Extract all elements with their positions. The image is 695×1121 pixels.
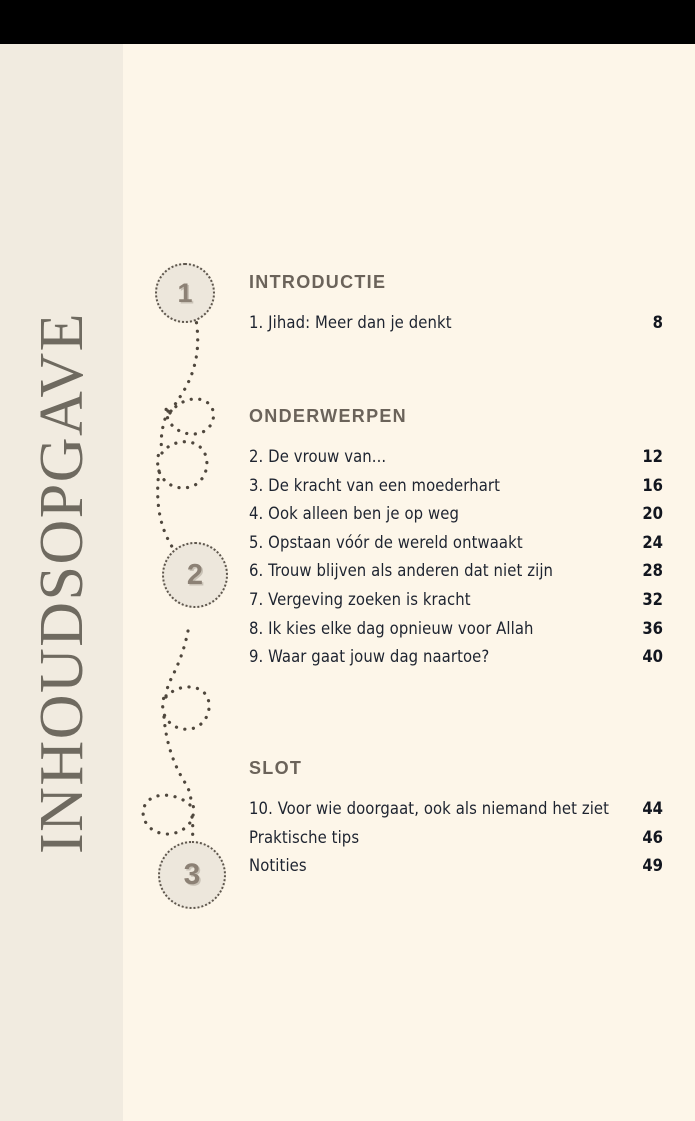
step-badge-1 — [155, 263, 215, 323]
toc-entry-page: 12 — [642, 447, 663, 466]
page-sheet — [0, 44, 695, 1121]
toc-entry-page: 46 — [642, 827, 663, 847]
toc-entry[interactable] — [249, 615, 663, 644]
toc-entry-page: 44 — [642, 799, 663, 818]
top-black-band — [0, 0, 695, 44]
toc-entry[interactable] — [249, 529, 663, 558]
toc-entry-page: 24 — [642, 532, 663, 552]
toc-entry[interactable] — [249, 795, 663, 824]
toc-entry-label: 1. Jihad: Meer dan je denkt — [249, 313, 452, 332]
toc-entry-label: 4. Ook alleen ben je op weg — [249, 504, 459, 524]
toc-entry-label: 9. Waar gaat jouw dag naartoe? — [249, 647, 490, 667]
toc-entry-label: 3. De kracht van een moederhart — [249, 475, 501, 495]
toc-entry-label: Notities — [249, 856, 307, 876]
toc-entry-label: 6. Trouw blijven als anderen dat niet zijn — [249, 561, 554, 581]
step-badge-3 — [158, 841, 226, 909]
toc-entry-label: 8. Ik kies elke dag opnieuw voor Allah — [249, 618, 534, 638]
toc-entry-page: 40 — [642, 647, 663, 667]
toc-entry-page: 32 — [642, 589, 663, 609]
step-badge-2 — [162, 542, 228, 608]
toc-entry-page: 49 — [642, 856, 663, 876]
toc-entry-label: 5. Opstaan vóór de wereld ontwaakt — [249, 532, 523, 552]
toc-entry-label: 10. Voor wie doorgaat, ook als niemand het ziet — [249, 799, 610, 818]
toc-entry-page: 20 — [642, 504, 663, 524]
section-entries — [249, 795, 663, 881]
toc-entry-label: Praktische tips — [249, 827, 360, 847]
section-slot — [249, 758, 663, 881]
trail-loop-b — [158, 442, 207, 488]
trail-seg-2 — [161, 411, 168, 453]
trail-loop-c — [163, 687, 210, 729]
trail-seg-4 — [166, 631, 188, 697]
sidebar — [0, 44, 123, 1121]
toc-entry[interactable] — [249, 852, 663, 881]
trail-loop-a — [166, 399, 213, 434]
section-title: ONDERWERPEN — [249, 406, 407, 426]
toc-entry[interactable] — [249, 443, 663, 472]
toc-entry-label: 2. De vrouw van... — [249, 447, 387, 466]
toc-entry-page: 16 — [642, 475, 663, 495]
toc-entry[interactable] — [249, 586, 663, 615]
trail-loop-d — [143, 795, 194, 834]
toc-entry-label: 7. Vergeving zoeken is kracht — [249, 589, 471, 609]
step-badge-3-number: 3 — [183, 858, 201, 891]
step-badge-2-number: 2 — [186, 558, 204, 591]
toc-entry-page: 28 — [642, 561, 663, 581]
toc-entry[interactable] — [249, 309, 663, 338]
toc-entry[interactable] — [249, 643, 663, 672]
toc-entry[interactable] — [249, 824, 663, 853]
toc-entry-page: 8 — [652, 313, 663, 332]
page-title-vertical: INHOUDSOPGAVE — [27, 311, 96, 854]
section-entries — [249, 443, 663, 672]
toc-entry-page: 36 — [642, 618, 663, 638]
toc-entry[interactable] — [249, 472, 663, 501]
section-title: INTRODUCTIE — [249, 272, 387, 292]
section-onderwerpen — [249, 406, 663, 672]
section-entries — [249, 309, 663, 338]
step-badge-1-number: 1 — [177, 277, 193, 308]
section-introductie — [249, 272, 663, 338]
toc-entry[interactable] — [249, 500, 663, 529]
trail-seg-5 — [164, 717, 191, 805]
section-title: SLOT — [249, 758, 303, 778]
toc-entry[interactable] — [249, 557, 663, 586]
